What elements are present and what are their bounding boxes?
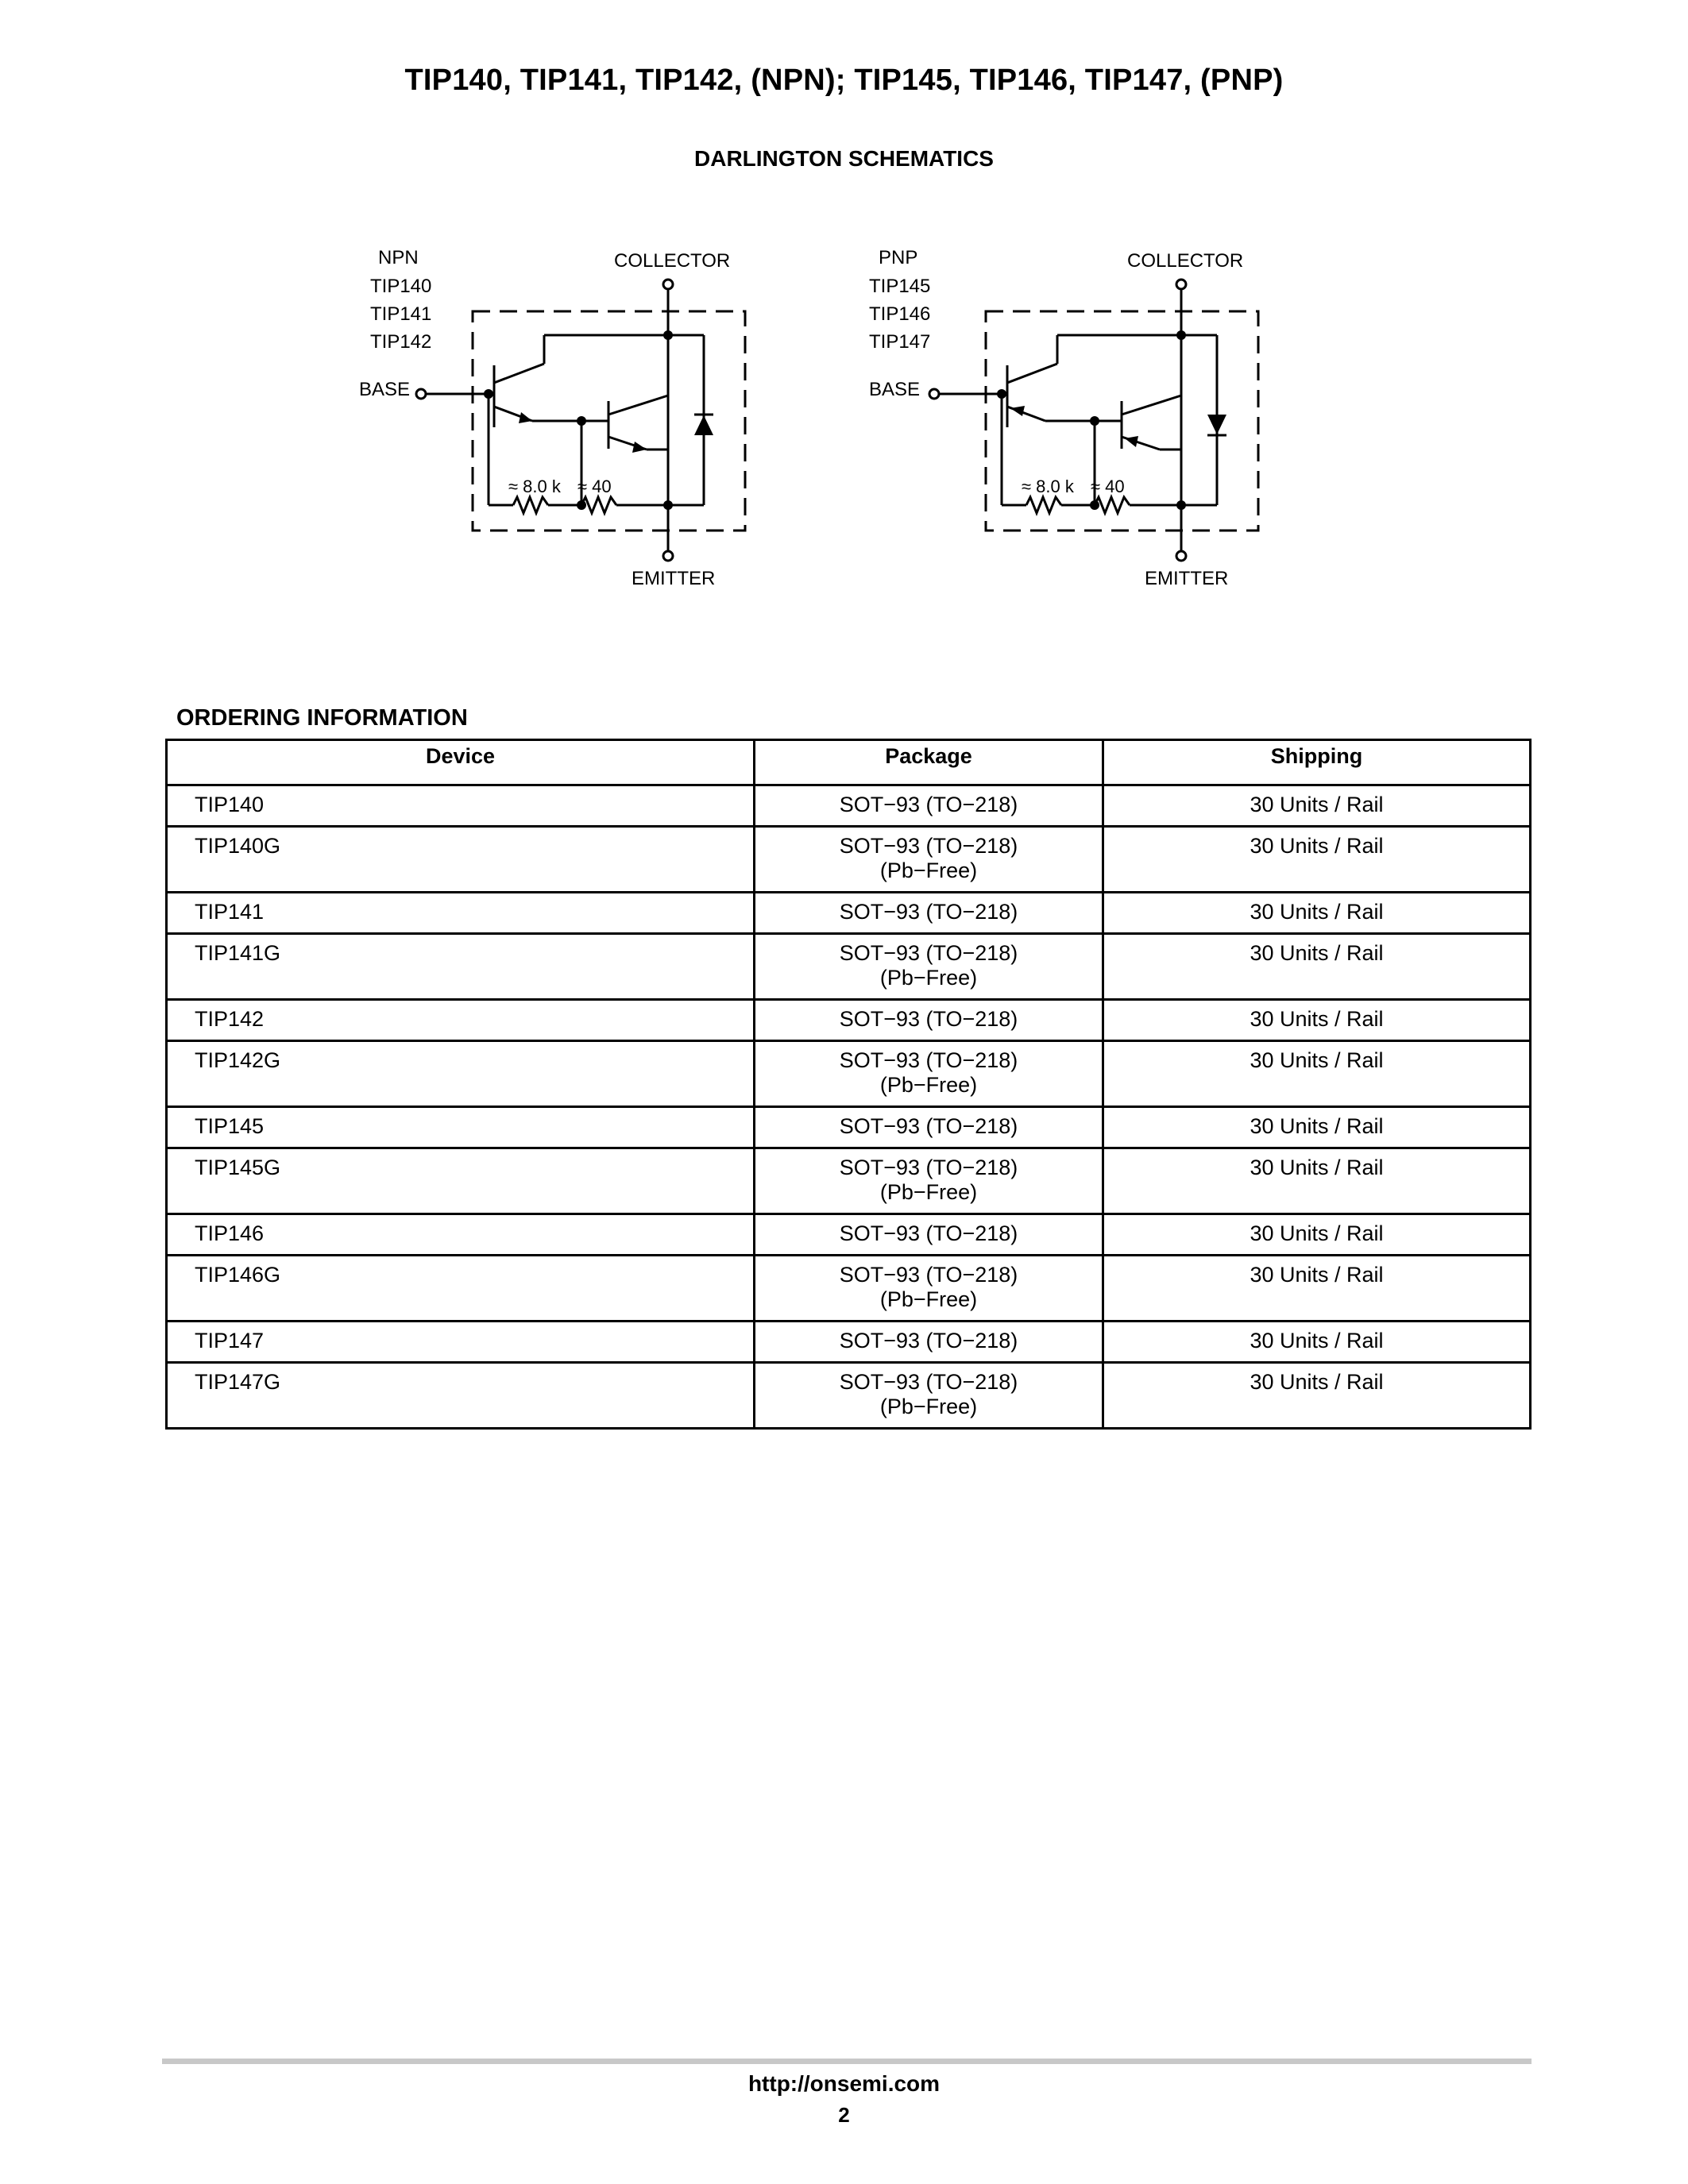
device-cell: TIP141G: [167, 934, 755, 1000]
table-row: [167, 1256, 1531, 1322]
npn-collector-label: COLLECTOR: [614, 250, 731, 272]
package-cell: [755, 893, 1103, 934]
package-cell: [755, 1214, 1103, 1256]
pnp-resistor-40-label: ≈ 40: [1091, 477, 1125, 496]
pnp-type-label: PNP: [879, 247, 918, 268]
npn-part-2: TIP141: [370, 303, 432, 325]
device-cell: TIP147G: [167, 1363, 755, 1429]
pnp-emitter-label: EMITTER: [1145, 568, 1229, 589]
table-row: [167, 1148, 1531, 1214]
package-cell: [755, 1322, 1103, 1363]
package-text: SOT−93 (TO−218): [839, 1370, 1018, 1394]
npn-part-3: TIP142: [370, 331, 432, 353]
pnp-part-1: TIP145: [869, 276, 931, 297]
header-package: Package: [755, 740, 1103, 785]
shipping-cell: 30 Units / Rail: [1103, 1041, 1531, 1107]
schematics-heading: DARLINGTON SCHEMATICS: [694, 146, 994, 171]
ordering-information-heading: ORDERING INFORMATION: [176, 705, 468, 731]
header-shipping: Shipping: [1103, 740, 1531, 785]
npn-type-label: NPN: [378, 247, 419, 268]
package-cell: [755, 827, 1103, 893]
package-note: (Pb−Free): [879, 859, 978, 882]
shipping-cell: 30 Units / Rail: [1103, 827, 1531, 893]
pnp-resistor-8k-label: ≈ 8.0 k: [1022, 477, 1074, 496]
table-row: [167, 827, 1531, 893]
package-text: SOT−93 (TO−218): [839, 1263, 1018, 1287]
package-text: SOT−93 (TO−218): [839, 1114, 1018, 1138]
npn-resistor-8k-label: ≈ 8.0 k: [508, 477, 561, 496]
package-cell: [755, 1256, 1103, 1322]
npn-diode-icon: [694, 415, 713, 435]
shipping-cell: 30 Units / Rail: [1103, 1000, 1531, 1041]
pnp-emitter-terminal: [1176, 551, 1186, 561]
npn-part-1: TIP140: [370, 276, 432, 297]
table-row: [167, 785, 1531, 827]
shipping-cell: 30 Units / Rail: [1103, 1214, 1531, 1256]
pnp-part-2: TIP146: [869, 303, 931, 325]
ordering-table: [165, 739, 1532, 1430]
shipping-cell: 30 Units / Rail: [1103, 1322, 1531, 1363]
package-cell: [755, 934, 1103, 1000]
pnp-darlington-schematic: [863, 238, 1339, 604]
shipping-cell: 30 Units / Rail: [1103, 785, 1531, 827]
shipping-cell: 30 Units / Rail: [1103, 934, 1531, 1000]
device-cell: TIP140G: [167, 827, 755, 893]
pnp-part-3: TIP147: [869, 331, 931, 353]
footer-divider: [162, 2059, 1532, 2064]
package-text: SOT−93 (TO−218): [839, 793, 1018, 816]
package-cell: [755, 1148, 1103, 1214]
device-cell: TIP142: [167, 1000, 755, 1041]
page-number: 2: [838, 2103, 850, 2127]
header-device: Device: [167, 740, 755, 785]
table-header-row: [167, 740, 1531, 785]
package-note: (Pb−Free): [879, 1287, 978, 1311]
npn-base-terminal: [416, 389, 426, 399]
package-text: SOT−93 (TO−218): [839, 1156, 1018, 1179]
package-cell: [755, 1041, 1103, 1107]
device-cell: TIP145G: [167, 1148, 755, 1214]
package-note: (Pb−Free): [879, 1180, 978, 1204]
device-cell: TIP146: [167, 1214, 755, 1256]
table-row: [167, 1214, 1531, 1256]
package-text: SOT−93 (TO−218): [839, 1221, 1018, 1245]
pnp-collector-label: COLLECTOR: [1127, 250, 1244, 272]
package-cell: [755, 1363, 1103, 1429]
table-row: [167, 1107, 1531, 1148]
npn-emitter-label: EMITTER: [632, 568, 716, 589]
package-cell: [755, 1107, 1103, 1148]
table-row: [167, 1322, 1531, 1363]
table-row: [167, 934, 1531, 1000]
device-cell: TIP146G: [167, 1256, 755, 1322]
table-row: [167, 1363, 1531, 1429]
device-cell: TIP142G: [167, 1041, 755, 1107]
package-note: (Pb−Free): [879, 1395, 978, 1418]
table-row: [167, 893, 1531, 934]
pnp-base-label: BASE: [869, 379, 921, 400]
package-text: SOT−93 (TO−218): [839, 900, 1018, 924]
package-note: (Pb−Free): [879, 1073, 978, 1097]
npn-base-label: BASE: [359, 379, 411, 400]
pnp-collector-terminal: [1176, 280, 1186, 289]
package-note: (Pb−Free): [879, 966, 978, 990]
package-text: SOT−93 (TO−218): [839, 834, 1018, 858]
shipping-cell: 30 Units / Rail: [1103, 1256, 1531, 1322]
package-text: SOT−93 (TO−218): [839, 941, 1018, 965]
ordering-table-body: [167, 785, 1531, 1429]
footer-url-link[interactable]: http://onsemi.com: [747, 2071, 941, 2096]
shipping-cell: 30 Units / Rail: [1103, 1363, 1531, 1429]
table-row: [167, 1000, 1531, 1041]
package-cell: [755, 785, 1103, 827]
npn-emitter-terminal: [663, 551, 673, 561]
pnp-diode-icon: [1207, 415, 1226, 434]
npn-collector-terminal: [663, 280, 673, 289]
package-cell: [755, 1000, 1103, 1041]
shipping-cell: 30 Units / Rail: [1103, 1148, 1531, 1214]
pnp-base-terminal: [929, 389, 939, 399]
package-text: SOT−93 (TO−218): [839, 1329, 1018, 1352]
device-cell: TIP141: [167, 893, 755, 934]
npn-darlington-schematic: [350, 238, 826, 604]
device-cell: TIP140: [167, 785, 755, 827]
page-title: TIP140, TIP141, TIP142, (NPN); TIP145, TIP146, TIP147, (PNP): [404, 64, 1284, 97]
package-text: SOT−93 (TO−218): [839, 1007, 1018, 1031]
npn-resistor-40-label: ≈ 40: [577, 477, 612, 496]
device-cell: TIP147: [167, 1322, 755, 1363]
package-text: SOT−93 (TO−218): [839, 1048, 1018, 1072]
table-row: [167, 1041, 1531, 1107]
shipping-cell: 30 Units / Rail: [1103, 1107, 1531, 1148]
shipping-cell: 30 Units / Rail: [1103, 893, 1531, 934]
device-cell: TIP145: [167, 1107, 755, 1148]
